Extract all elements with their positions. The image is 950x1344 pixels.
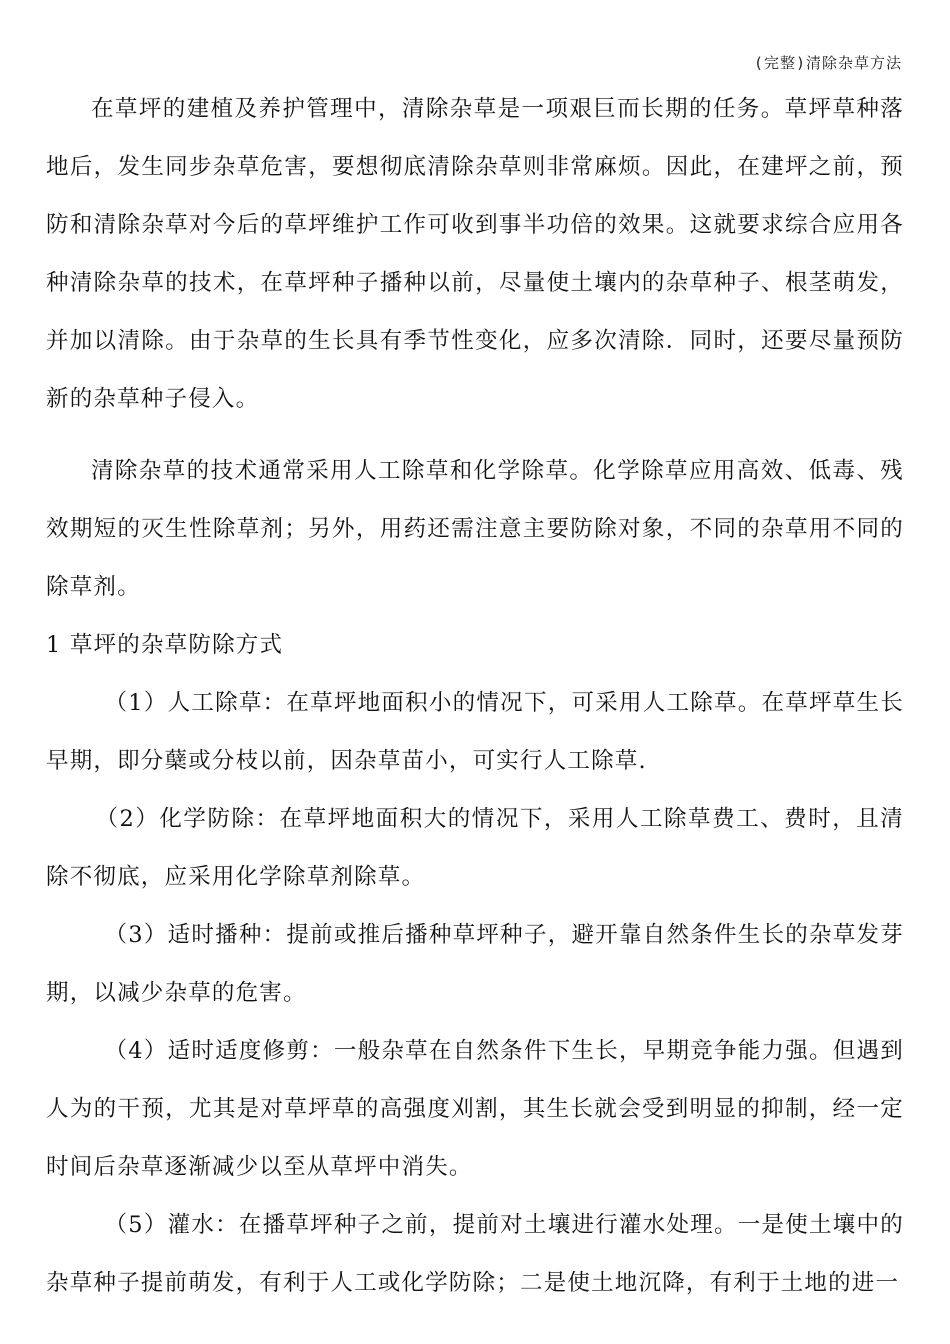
page-header-title: (完整)清除杂草方法 xyxy=(753,54,902,72)
method-item-5: （5）灌水：在播草坪种子之前，提前对土壤进行灌水处理。一是使土壤中的杂草种子提前萌发，有利于人工或化学防除；二是使土地沉降，有利于土地的进一 xyxy=(46,1212,904,1296)
method-item-3: （3）适时播种：提前或推后播种草坪种子，避开靠自然条件生长的杂草发芽期，以减少杂草的危害。 xyxy=(46,922,904,1006)
techniques-paragraph: 清除杂草的技术通常采用人工除草和化学除草。化学除草应用高效、低毒、残效期短的灭生性除草剂；另外，用药还需注意主要防除对象，不同的杂草用不同的除草剂。 xyxy=(46,458,904,600)
method-item-4: （4）适时适度修剪：一般杂草在自然条件下生长，早期竞争能力强。但遇到人为的干预，尤其是对草坪草的高强度刈割，其生长就会受到明显的抑制，经一定时间后杂草逐渐减少以至从草坪中消失。 xyxy=(46,1038,904,1180)
method-item-2: （2）化学防除：在草坪地面积大的情况下，采用人工除草费工、费时，且清除不彻底，应采用化学除草剂除草。 xyxy=(46,806,904,890)
intro-paragraph: 在草坪的建植及养护管理中，清除杂草是一项艰巨而长期的任务。草坪草种落地后，发生同步杂草危害，要想彻底清除杂草则非常麻烦。因此，在建坪之前，预防和清除杂草对今后的草坪维护工作可收到事半功倍的效果。这就要求综合应用各种清除杂草的技术，在草坪种子播种以前，尽量使土壤内的杂草种子、根茎萌发，并加以清除。由于杂草的生长具有季节性变化，应多次清除．同时，还要尽量预防新的杂草种子侵入。 xyxy=(46,96,904,412)
method-item-1: （1）人工除草：在草坪地面积小的情况下，可采用人工除草。在草坪草生长早期，即分蘖或分枝以前，因杂草苗小，可实行人工除草. xyxy=(46,690,904,774)
section-heading: 1 草坪的杂草防除方式 xyxy=(46,632,284,658)
document-body xyxy=(46,80,904,1312)
